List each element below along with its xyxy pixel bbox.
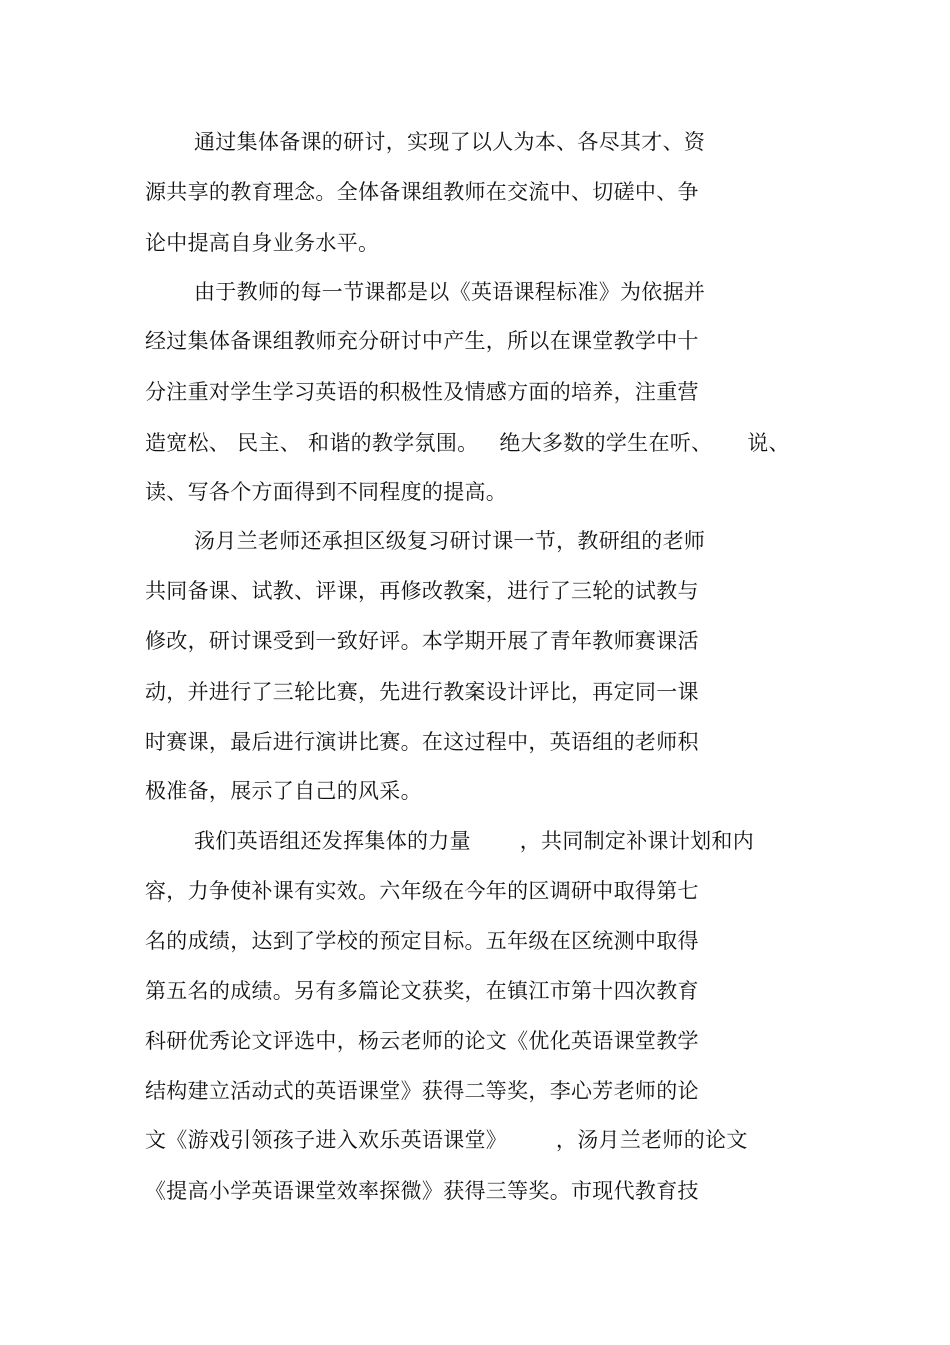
paragraph-4-line-3: 名的成绩，达到了学校的预定目标。五年级在区统测中取得	[145, 929, 699, 953]
paragraph-4-line-4: 第五名的成绩。另有多篇论文获奖，在镇江市第十四次教育	[145, 979, 699, 1003]
paragraph-3-line-3: 修改，研讨课受到一致好评。本学期开展了青年教师赛课活	[145, 629, 699, 653]
paragraph-3-line-2: 共同备课、试教、评课，再修改教案，进行了三轮的试教与	[145, 579, 699, 603]
paragraph-4-line-8: 《提高小学英语课堂效率探微》获得三等奖。市现代教育技	[145, 1179, 699, 1203]
paragraph-3-line-1: 汤月兰老师还承担区级复习研讨课一节，教研组的老师	[194, 529, 706, 553]
paragraph-2-line-3: 分注重对学生学习英语的积极性及情感方面的培养，注重营	[145, 380, 699, 404]
paragraph-2-line-4: 造宽松、 民主、 和谐的教学氛围。 绝大多数的学生在听、 说、	[145, 431, 790, 455]
paragraph-2-line-1: 由于教师的每一节课都是以《英语课程标准》为依据并	[194, 280, 706, 304]
paragraph-3-line-6: 极准备，展示了自己的风采。	[145, 779, 422, 803]
paragraph-3-line-4: 动，并进行了三轮比赛，先进行教案设计评比，再定同一课	[145, 680, 699, 704]
paragraph-4-line-6: 结构建立活动式的英语课堂》获得二等奖，李心芳老师的论	[145, 1079, 699, 1103]
paragraph-4-line-5: 科研优秀论文评选中，杨云老师的论文《优化英语课堂教学	[145, 1029, 699, 1053]
paragraph-4-line-2: 容，力争使补课有实效。六年级在今年的区调研中取得第七	[145, 879, 699, 903]
paragraph-1-line-3: 论中提高自身业务水平。	[145, 231, 380, 255]
paragraph-3-line-5: 时赛课，最后进行演讲比赛。在这过程中，英语组的老师积	[145, 730, 699, 754]
paragraph-2-line-5: 读、写各个方面得到不同程度的提高。	[145, 480, 508, 504]
paragraph-1-line-1: 通过集体备课的研讨，实现了以人为本、各尽其才、资	[194, 130, 706, 154]
paragraph-4-line-7: 文《游戏引领孩子进入欢乐英语课堂》 ，汤月兰老师的论文	[145, 1128, 748, 1152]
paragraph-4-line-1: 我们英语组还发挥集体的力量 ，共同制定补课计划和内	[194, 829, 755, 853]
paragraph-1-line-2: 源共享的教育理念。全体备课组教师在交流中、切磋中、争	[145, 180, 699, 204]
paragraph-2-line-2: 经过集体备课组教师充分研讨中产生，所以在课堂教学中十	[145, 329, 699, 353]
